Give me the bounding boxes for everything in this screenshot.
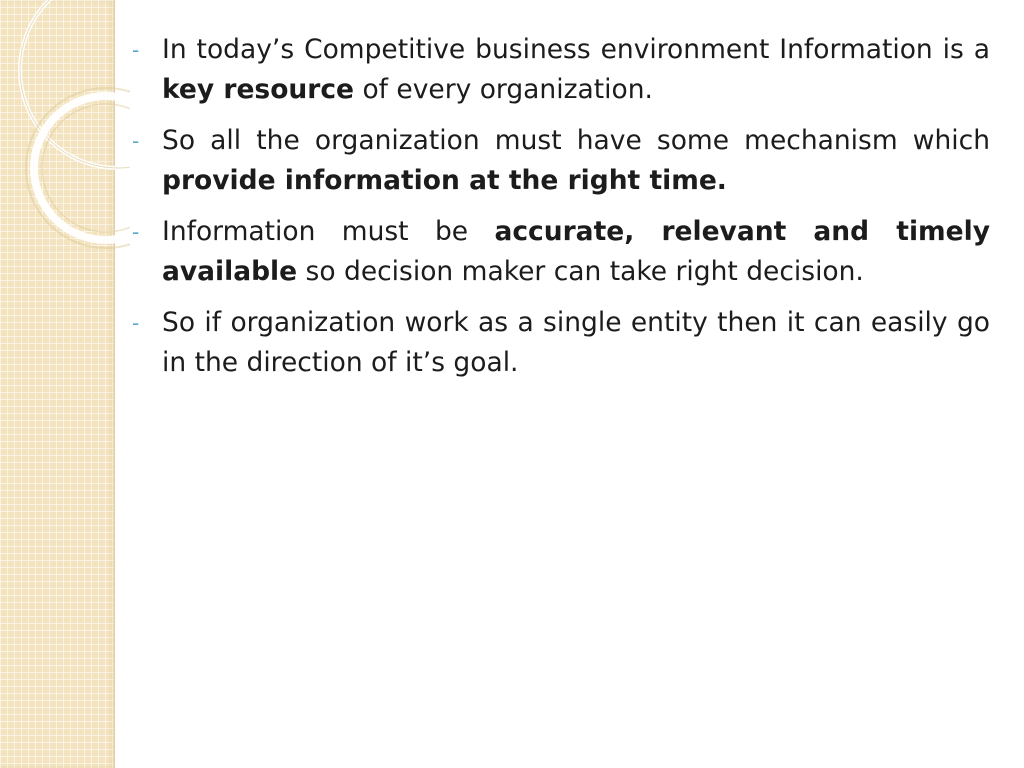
bullet-marker: - xyxy=(132,311,140,335)
bullet-text-1b: key resource xyxy=(162,74,355,105)
bullet-item xyxy=(130,30,990,110)
bullet-text-2b: provide information at the right time. xyxy=(162,165,727,196)
bullet-item xyxy=(130,303,990,383)
bullet-text-2a: So all the organization must have some mechanism which xyxy=(162,125,990,156)
bullet-item xyxy=(130,121,990,201)
bullet-marker: - xyxy=(132,38,140,62)
bullet-item xyxy=(130,212,990,292)
bullet-marker: - xyxy=(132,220,140,244)
bullet-text-1a: In today’s Competitive business environment Information is a xyxy=(162,34,990,65)
bullet-text-1c: of every organization. xyxy=(354,74,653,105)
decorative-rings xyxy=(0,0,130,260)
bullet-list xyxy=(130,30,990,394)
bullet-text-4a: So if organization work as a single entity then it can easily go in the direction of it’s goal. xyxy=(162,307,990,378)
bullet-marker: - xyxy=(132,129,140,153)
bullet-text-3b: accurate, relevant and timely available xyxy=(162,216,990,287)
bullet-text-3c: so decision maker can take right decision. xyxy=(297,256,864,287)
bullet-text-3a: Information must be xyxy=(162,216,495,247)
